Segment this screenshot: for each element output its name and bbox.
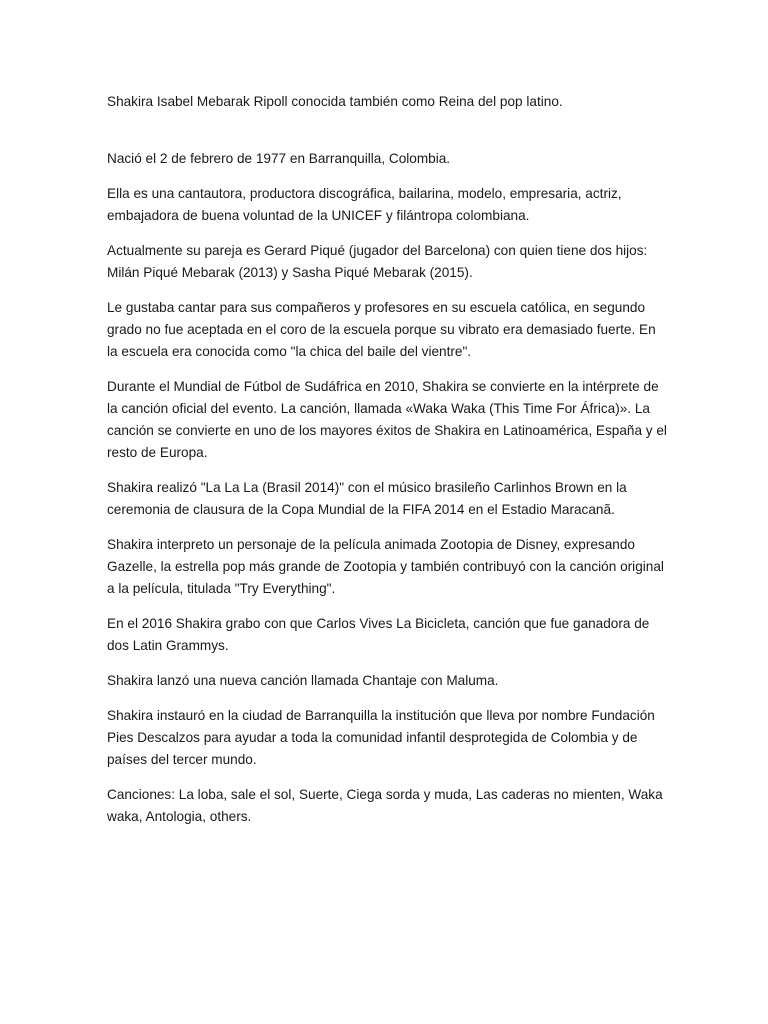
- paragraph-bicicleta: En el 2016 Shakira grabo con que Carlos Vives La Bicicleta, canción que fue ganadora de dos Latin Grammys.: [107, 616, 650, 653]
- paragraph-partner: Actualmente su pareja es Gerard Piqué (jugador del Barcelona) con quien tiene dos hijos: Milán Piqué Mebarak (2013) y Sasha Piqué Mebarak (2015).: [107, 243, 648, 280]
- intro-line: Shakira Isabel Mebarak Ripoll conocida también como Reina del pop latino.: [107, 94, 563, 109]
- document-body: [107, 91, 667, 841]
- paragraph-birth: Nació el 2 de febrero de 1977 en Barranquilla, Colombia.: [107, 151, 451, 166]
- paragraph-foundation: Shakira instauró en la ciudad de Barranquilla la institución que lleva por nombre Fundación Pies Descalzos para ayudar a toda la comunidad infantil desprotegida de Colombia y de países del tercer mundo.: [107, 708, 655, 767]
- paragraph-profession: Ella es una cantautora, productora discográfica, bailarina, modelo, empresaria, actriz, embajadora de buena voluntad de la UNICEF y filántropa colombiana.: [107, 186, 622, 223]
- paragraph-world-cup-2010: Durante el Mundial de Fútbol de Sudáfrica en 2010, Shakira se convierte en la intérprete de la canción oficial del evento. La canción, llamada «Waka Waka (This Time For África)». La canción se convierte en uno de los mayores éxitos de Shakira en Latinoamérica, España y el resto de Europa.: [107, 379, 667, 460]
- paragraph-songs: Canciones: La loba, sale el sol, Suerte, Ciega sorda y muda, Las caderas no mienten, Waka waka, Antologia, others.: [107, 787, 663, 824]
- paragraph-chantaje: Shakira lanzó una nueva canción llamada Chantaje con Maluma.: [107, 673, 499, 688]
- paragraph-childhood: Le gustaba cantar para sus compañeros y profesores en su escuela católica, en segundo grado no fue aceptada en el coro de la escuela porque su vibrato era demasiado fuerte. En la escuela era conocida como "la chica del baile del vientre".: [107, 300, 656, 359]
- paragraph-zootopia: Shakira interpreto un personaje de la película animada Zootopia de Disney, expresando Gazelle, la estrella pop más grande de Zootopia y también contribuyó con la canción original a la película, titulada "Try Everything".: [107, 537, 664, 596]
- paragraph-brasil-2014: Shakira realizó "La La La (Brasil 2014)" con el músico brasileño Carlinhos Brown en la ceremonia de clausura de la Copa Mundial de la FIFA 2014 en el Estadio Maracanã.: [107, 480, 627, 517]
